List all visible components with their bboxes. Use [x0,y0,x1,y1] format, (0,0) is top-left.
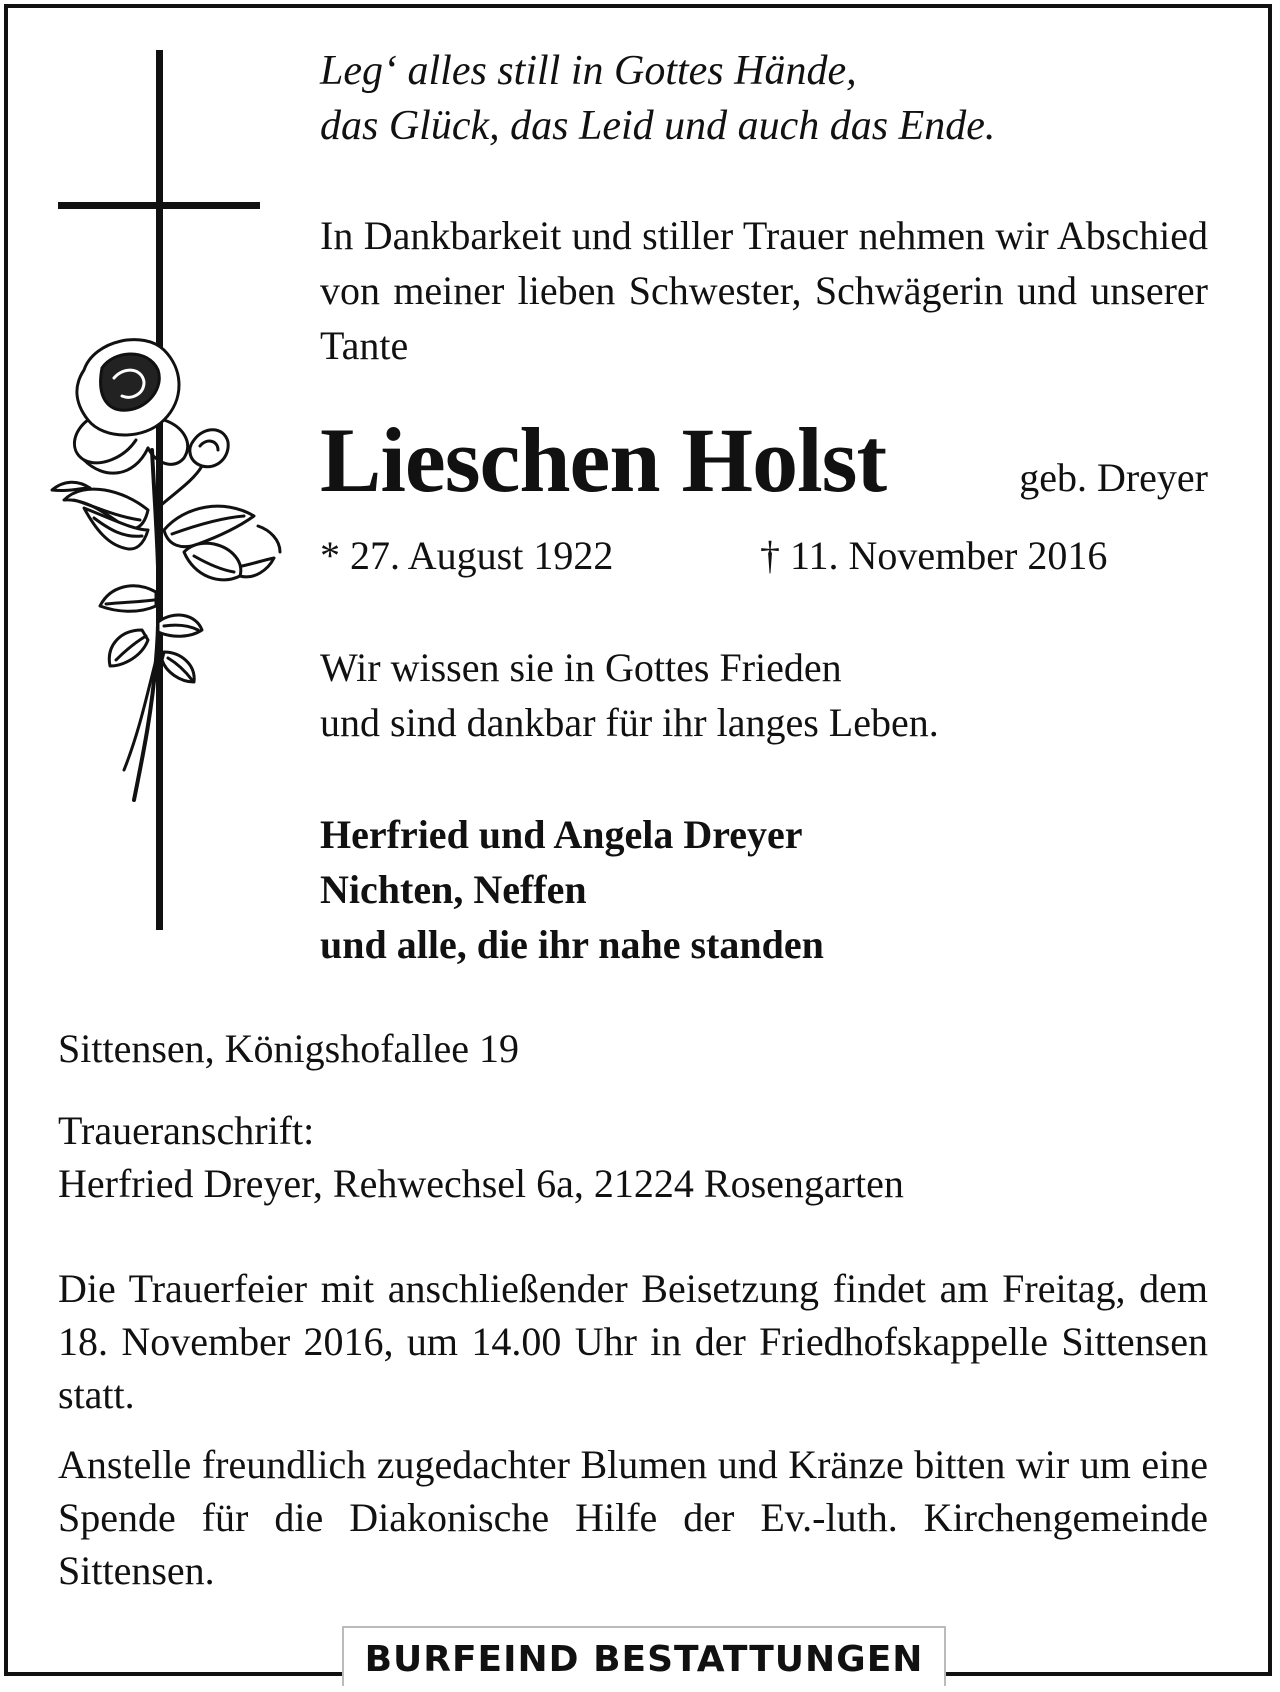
birth-name: geb. Dreyer [1019,455,1208,500]
faith-text [320,640,1208,750]
rose-icon [44,330,284,830]
verse-line-2: das Glück, das Leid und auch das Ende. [320,103,996,149]
place: Sittensen, Königshofallee 19 [58,1026,520,1071]
intro-text: In Dankbarkeit und stiller Trauer nehmen wir Abschied von meiner lieben Schwester, Schwägerin und unserer Tante [320,213,1208,368]
mourning-address-label: Traueranschrift: [58,1108,315,1153]
mourners-line-1: Herfried und Angela Dreyer [320,812,803,857]
faith-line-2: und sind dankbar für ihr langes Leben. [320,700,939,745]
mourners [320,807,1208,972]
mourners-line-2: Nichten, Neffen [320,867,587,912]
birth-date: * 27. August 1922 [320,533,614,578]
verse-line-1: Leg‘ alles still in Gottes Hände, [320,48,857,94]
life-dates [320,528,1208,583]
deceased-name-row [320,405,1208,515]
cross-horizontal-bar [58,202,260,209]
deceased-name: Lieschen Holst [320,409,887,511]
mourners-line-3: und alle, die ihr nahe standen [320,922,824,967]
ceremony-text: Die Trauerfeier mit anschließender Beisetzung findet am Freitag, dem 18. November 2016, um 14.00 Uhr in der Friedhofskappelle Sittensen statt. [58,1266,1208,1417]
faith-line-1: Wir wissen sie in Gottes Frieden [320,645,842,690]
mourning-address [58,1104,1208,1210]
undertaker-logo: BURFEIND BESTATTUNGEN [342,1626,946,1686]
mourning-address-value: Herfried Dreyer, Rehwechsel 6a, 21224 Rosengarten [58,1161,904,1206]
donation-text: Anstelle freundlich zugedachter Blumen und Kränze bitten wir um eine Spende für die Diakonische Hilfe der Ev.-luth. Kirchengemeinde Sittensen. [58,1442,1208,1593]
death-date: † 11. November 2016 [760,533,1108,578]
verse [320,44,1208,154]
